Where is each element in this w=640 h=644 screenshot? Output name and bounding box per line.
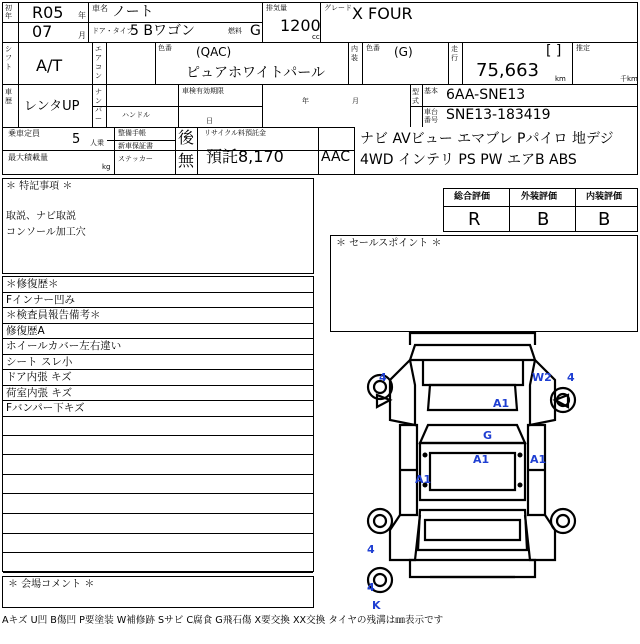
exterior-rating-label: 外装評価	[521, 192, 558, 202]
model-code: 6AA-SNE13	[446, 87, 526, 103]
exterior-rating: B	[537, 209, 550, 230]
interior-code: (G)	[394, 45, 413, 59]
venue-comment-title: ＊ 会場コメント ＊	[8, 579, 95, 590]
warranty-label: 新車保証書	[118, 142, 153, 150]
inspector-line: 修復歴A	[3, 324, 313, 340]
vehicle-label: 車歴	[5, 88, 12, 105]
inspector-title: ＊検査員報告備考＊	[3, 308, 313, 324]
aac: AAC	[321, 149, 351, 165]
sticker-label: ステッカー	[118, 155, 153, 163]
color-label: 色番	[158, 44, 172, 52]
mark-a1-fender: A1	[493, 397, 510, 410]
special-note: コンソール加工穴	[6, 227, 86, 238]
mileage-label: 走行	[451, 45, 458, 62]
mark-a1-left: A1	[415, 473, 432, 486]
displacement-label: 排気量	[266, 4, 287, 12]
car-name-label: 車名	[92, 4, 108, 13]
recycle-amount: 預託8,170	[206, 147, 284, 166]
shift: A/T	[36, 56, 63, 75]
estimate-label: 推定	[576, 44, 590, 52]
year-label: 初年	[5, 4, 12, 20]
mark-rear: 後	[178, 128, 195, 147]
color-code: (QAC)	[196, 45, 232, 59]
interior-label: 内装	[351, 45, 358, 62]
chassis-label: 車台番号	[424, 108, 438, 124]
chassis-no: SNE13-183419	[446, 107, 551, 123]
sales-point-box	[330, 235, 638, 332]
shift-label: シフト	[5, 45, 12, 71]
displacement-unit: cc	[312, 33, 320, 41]
max-load-label: 最大積載量	[8, 153, 48, 162]
inspector-line: ホイールカバー左右違い	[3, 339, 313, 355]
door-type: 5 Bワゴン	[130, 23, 195, 39]
mark-k: K	[372, 599, 381, 612]
ac-label: エアコン	[95, 45, 102, 80]
max-load-unit: kg	[102, 163, 111, 171]
mark-a1-roof: A1	[473, 453, 490, 466]
inspection-label: 車検有効期限	[182, 87, 224, 95]
mark-tire-rl: 4	[367, 543, 375, 556]
mileage-unit: km	[555, 75, 566, 83]
vehicle-history: レンタUP	[24, 99, 80, 114]
car-damage-diagram	[355, 325, 595, 615]
model-label: 型式	[412, 88, 419, 105]
handle-label: ハンドル	[122, 111, 150, 119]
overall-rating-label: 総合評価	[454, 192, 491, 202]
repair-line: Fインナー凹み	[3, 293, 313, 309]
fuel-label: 燃料	[228, 27, 242, 35]
special-notes-title: ＊ 特記事項 ＊	[6, 181, 73, 192]
color-name: ピュアホワイトパール	[186, 65, 326, 81]
year-unit: 年	[78, 11, 86, 20]
interior-rating: B	[598, 209, 611, 230]
month-unit: 月	[78, 31, 86, 40]
interior-color-label: 色番	[366, 44, 380, 52]
mark-tire-spare: 4	[367, 581, 375, 594]
recycle-label: リサイクル料預託金	[204, 129, 267, 137]
repair-title: ＊修復歴＊	[3, 277, 313, 293]
special-note: 取説、ナビ取説	[6, 211, 76, 222]
sales-point-title: ＊ セールスポイント ＊	[336, 238, 442, 249]
equipment-line1: ナビ AVビュー エマブレ Pパイロ 地デジ	[360, 131, 614, 147]
grade: X FOUR	[352, 4, 413, 23]
mark-a1-door: A1	[530, 453, 547, 466]
insp-month: 月	[352, 97, 359, 105]
month: 07	[32, 22, 53, 41]
displacement: 1200	[280, 16, 321, 35]
inspector-line: Fバンパー下キズ	[3, 401, 313, 417]
mark-w2: W2	[532, 371, 552, 384]
mark-tire-fr: 4	[567, 371, 575, 384]
mileage: 75,663	[476, 60, 539, 81]
fuel: G	[250, 23, 261, 39]
capacity-unit: 人乗	[90, 139, 104, 147]
mark-g: G	[483, 429, 493, 442]
estimate-unit: 千km	[620, 75, 638, 83]
mark-tire-fl: 4	[379, 371, 387, 384]
equipment-line2: 4WD インテリ PS PW エアB ABS	[360, 152, 577, 168]
era-year: R05	[32, 3, 64, 22]
interior-rating-label: 内装評価	[586, 192, 623, 202]
car-name: ノート	[112, 4, 154, 20]
capacity-label: 乗車定員	[8, 129, 40, 138]
damage-legend: Aキズ U凹 B傷凹 P要塗装 W補修跡 Sサビ C腐食 G飛石傷 X要交換 XX交換 タイヤの残溝は㎜表示です	[2, 615, 444, 626]
plate-label: ナンバー	[95, 88, 102, 123]
insp-day: 日	[206, 117, 213, 125]
overall-rating: R	[468, 209, 481, 230]
grade-label: グレード	[324, 4, 352, 12]
capacity: 5	[72, 132, 81, 147]
model-sub-label: 基本	[424, 87, 438, 95]
mileage-bracket: [ ]	[546, 43, 562, 59]
inspector-line: ドア内張 キズ	[3, 370, 313, 386]
inspector-line: 荷室内張 キズ	[3, 386, 313, 402]
insp-year: 年	[302, 97, 309, 105]
special-notes-box	[2, 178, 314, 274]
mark-none: 無	[178, 151, 195, 170]
maintenance-label: 整備手帳	[118, 129, 146, 137]
inspector-line: シート スレ小	[3, 355, 313, 371]
door-type-label: ドア・タイプ	[92, 27, 134, 35]
